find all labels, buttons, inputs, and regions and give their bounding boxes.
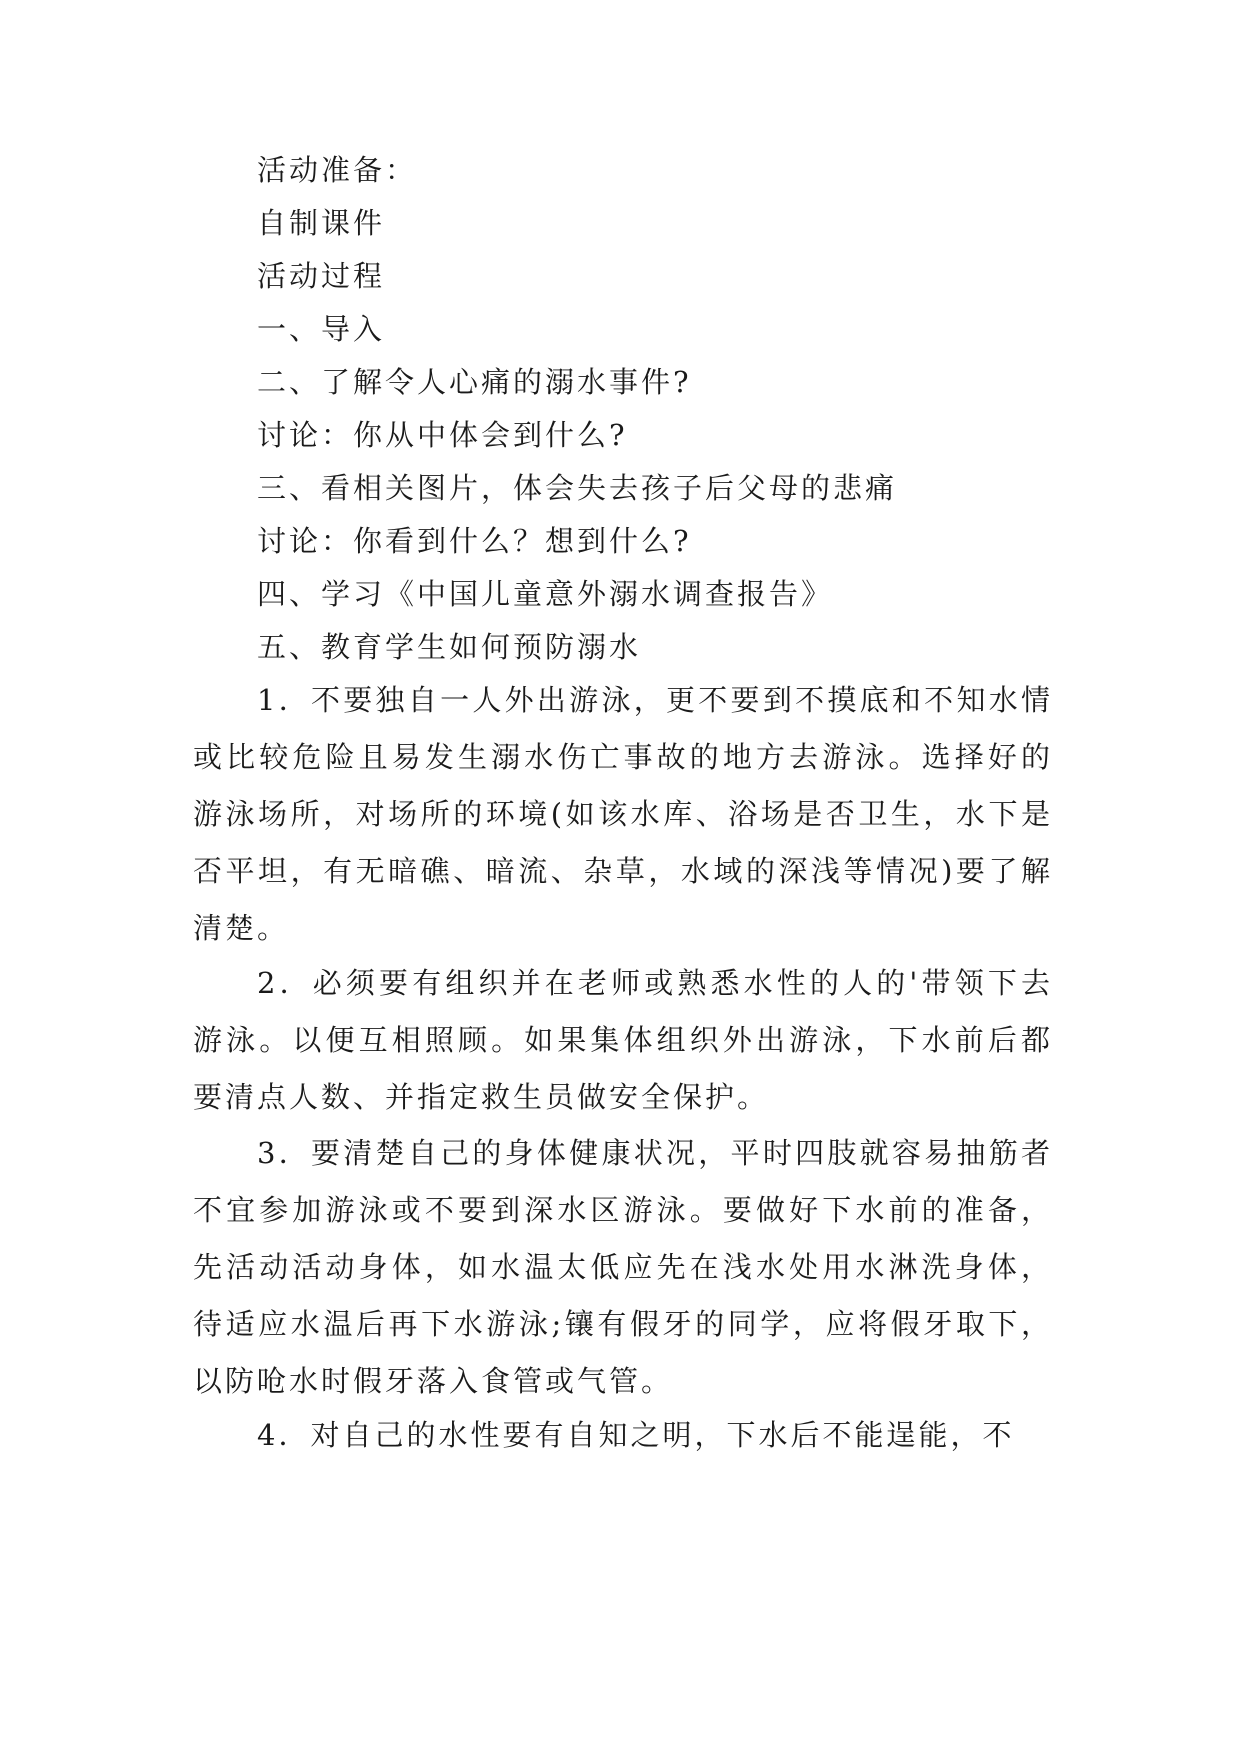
heading-section-2: 二、了解令人心痛的溺水事件? bbox=[257, 365, 692, 399]
paragraph-item-3: 3．要清楚自己的身体健康状况，平时四肢就容易抽筋者不宜参加游泳或不要到深水区游泳。要做好下水前的准备，先活动活动身体，如水温太低应先在浅水处用水淋洗身体，待适应水温后再下水游泳;镶有假牙的同学，应将假牙取下，以防呛水时假牙落入食管或气管。 bbox=[193, 1136, 1053, 1398]
heading-section-4: 四、学习《中国儿童意外溺水调查报告》 bbox=[257, 577, 834, 611]
heading-section-3: 三、看相关图片，体会失去孩子后父母的悲痛 bbox=[257, 471, 898, 505]
heading-activity-process: 活动过程 bbox=[257, 259, 386, 293]
heading-section-5: 五、教育学生如何预防溺水 bbox=[257, 630, 642, 664]
discussion-1: 讨论：你从中体会到什么? bbox=[257, 418, 628, 452]
paragraph-item-2: 2．必须要有组织并在老师或熟悉水性的人的'带领下去游泳。以便互相照顾。如果集体组织外出游泳，下水前后都要清点人数、并指定救生员做安全保护。 bbox=[193, 966, 1053, 1114]
heading-section-1: 一、导入 bbox=[257, 312, 386, 346]
discussion-2: 讨论：你看到什么？想到什么? bbox=[257, 524, 692, 558]
paragraph-item-4: 4．对自己的水性要有自知之明，下水后不能逞能，不 bbox=[257, 1418, 1015, 1452]
heading-courseware: 自制课件 bbox=[257, 206, 386, 240]
paragraph-item-1: 1．不要独自一人外出游泳，更不要到不摸底和不知水情或比较危险且易发生溺水伤亡事故的地方去游泳。选择好的游泳场所，对场所的环境(如该水库、浴场是否卫生，水下是否平坦，有无暗礁、暗流、杂草，水域的深浅等情况)要了解清楚。 bbox=[193, 683, 1053, 945]
heading-activity-preparation: 活动准备： bbox=[257, 153, 418, 187]
